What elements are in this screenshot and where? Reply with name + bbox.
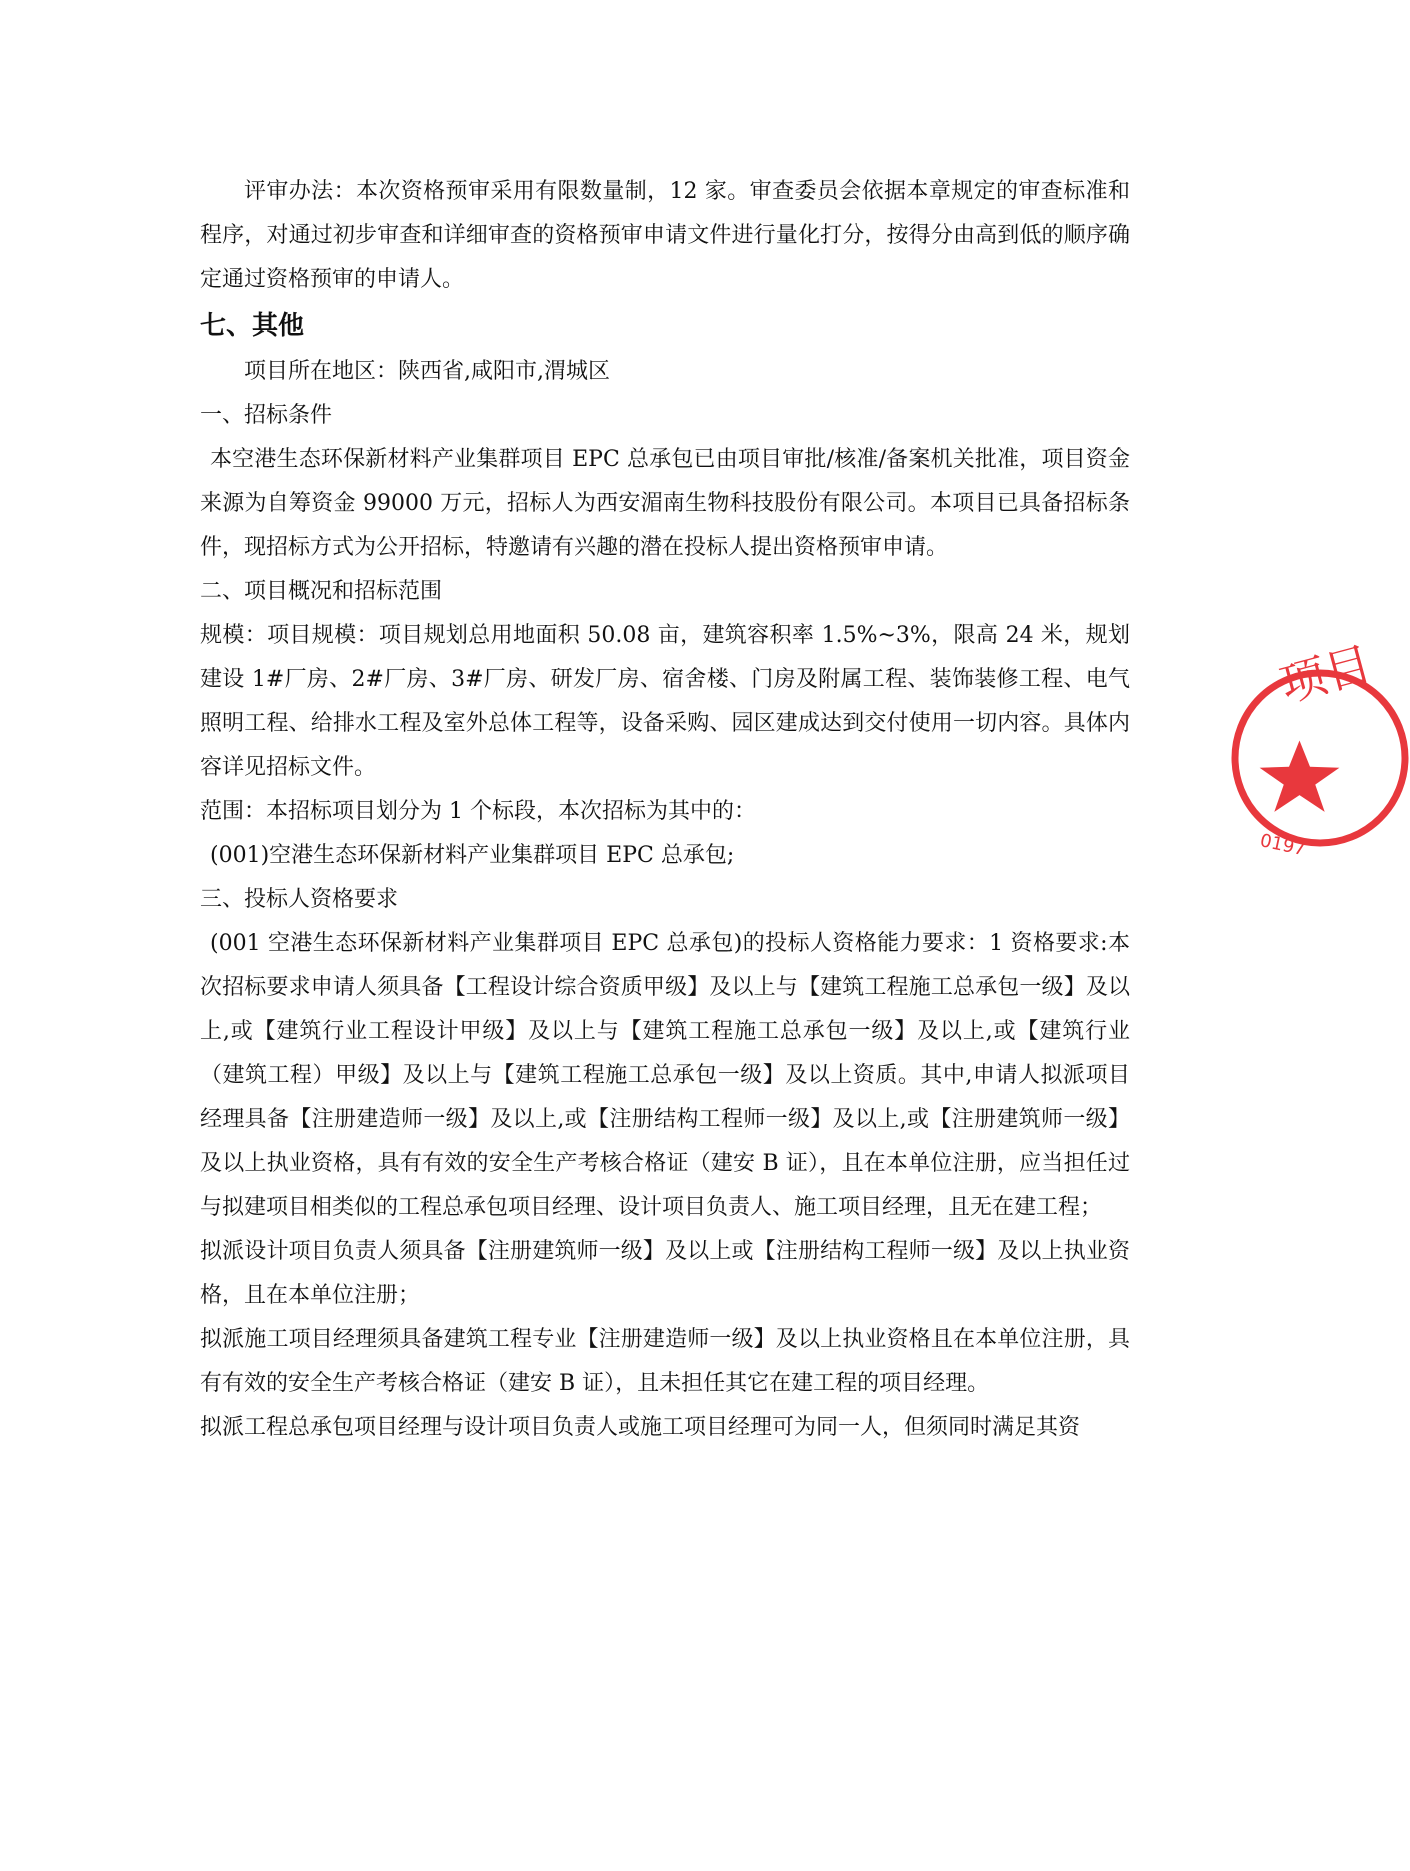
design-lead-requirement: 拟派设计项目负责人须具备【注册建筑师一级】及以上或【注册结构工程师一级】及以上执业资格，且在本单位注册；	[200, 1239, 1130, 1308]
qualification-requirements-body: (001 空港生态环保新材料产业集群项目 EPC 总承包)的投标人资格能力要求：1 资格要求:本次招标要求申请人须具备【工程设计综合资质甲级】及以上与【建筑工程施工总承包一级】及以上,或【建筑行业工程设计甲级】及以上与【建筑工程施工总承包一级】及以上,或【建筑行业（建筑工程）甲级】及以上与【建筑工程施工总承包一级】及以上资质。其中,申请人拟派项目经理具备【注册建造师一级】及以上,或【注册结构工程师一级】及以上,或【注册建筑师一级】及以上执业资格，具有有效的安全生产考核合格证（建安 B 证），且在本单位注册，应当担任过与拟建项目相类似的工程总承包项目经理、设计项目负责人、施工项目经理，且无在建工程；	[200, 931, 1130, 1220]
project-location: 项目所在地区：陕西省,咸阳市,渭城区	[244, 359, 610, 384]
section-heading-other: 七、其他	[200, 311, 305, 341]
document-page	[200, 170, 1130, 1450]
seal-text-bottom: 0197	[1258, 830, 1308, 861]
same-person-requirement: 拟派工程总承包项目经理与设计项目负责人或施工项目经理可为同一人，但须同时满足其资	[200, 1415, 1081, 1440]
section-title-project-overview: 二、项目概况和招标范围	[200, 579, 443, 604]
section-title-bidding-conditions: 一、招标条件	[200, 403, 333, 428]
section-title-qualification: 三、投标人资格要求	[200, 887, 399, 912]
lot-description: (001)空港生态环保新材料产业集群项目 EPC 总承包;	[210, 843, 735, 868]
red-seal-stamp	[1230, 608, 1410, 908]
seal-text-top: 项目	[1274, 636, 1378, 713]
bidding-conditions-body: 本空港生态环保新材料产业集群项目 EPC 总承包已由项目审批/核准/备案机关批准，项目资金来源为自筹资金 99000 万元，招标人为西安湄南生物科技股份有限公司。本项目已具备招标条件，现招标方式为公开招标，特邀请有兴趣的潜在投标人提出资格预审申请。	[200, 447, 1130, 560]
seal-outer-ring	[1235, 673, 1405, 843]
seal-star-icon	[1260, 741, 1340, 812]
evaluation-method-paragraph: 评审办法：本次资格预审采用有限数量制，12 家。审查委员会依据本章规定的审查标准和程序，对通过初步审查和详细审查的资格预审申请文件进行量化打分，按得分由高到低的顺序确定通过资格预审的申请人。	[200, 179, 1130, 292]
bidding-range-paragraph: 范围：本招标项目划分为 1 个标段，本次招标为其中的：	[200, 799, 756, 824]
construction-manager-requirement: 拟派施工项目经理须具备建筑工程专业【注册建造师一级】及以上执业资格且在本单位注册，具有有效的安全生产考核合格证（建安 B 证），且未担任其它在建工程的项目经理。	[200, 1327, 1130, 1396]
project-scale-paragraph: 规模：项目规模：项目规划总用地面积 50.08 亩，建筑容积率 1.5%~3%，限高 24 米，规划建设 1#厂房、2#厂房、3#厂房、研发厂房、宿舍楼、门房及附属工程、装饰装修工程、电气照明工程、给排水工程及室外总体工程等，设备采购、园区建成达到交付使用一切内容。具体内容详见招标文件。	[200, 623, 1130, 780]
